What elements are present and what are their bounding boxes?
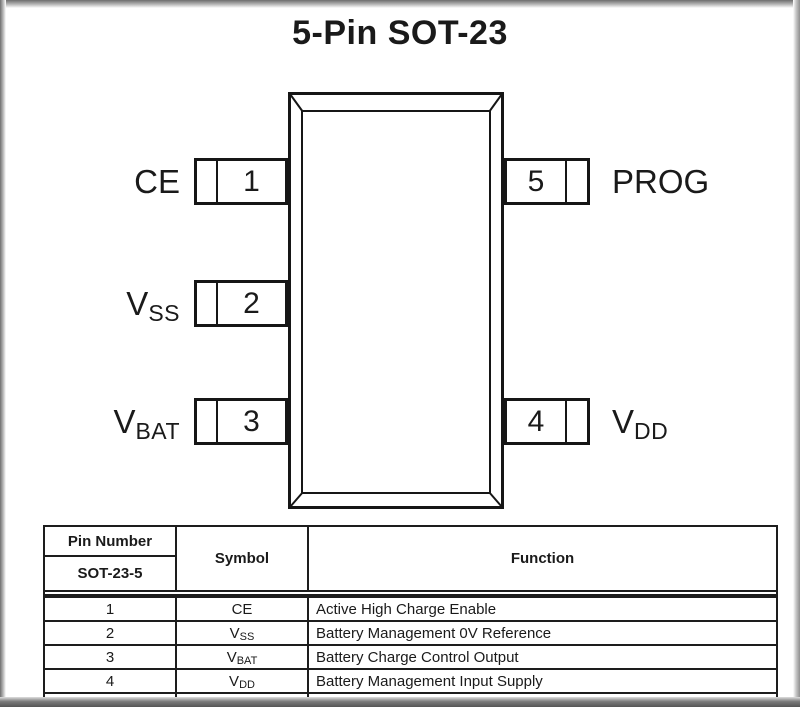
- pin-label-vss: [30, 280, 180, 327]
- header-symbol: Symbol: [175, 527, 307, 590]
- pin-lead-divider: [565, 400, 567, 443]
- pin-1: [194, 158, 288, 205]
- header-function: Function: [307, 527, 776, 590]
- pin-label-vbat: [30, 398, 180, 445]
- symbol-text: V: [226, 648, 237, 666]
- symbol-text: V: [229, 624, 240, 642]
- symbol-cell: [175, 598, 307, 620]
- pin-cell: 3: [105, 648, 115, 666]
- table-row-cutoff: [45, 692, 776, 700]
- pin-label-text: V: [126, 284, 149, 322]
- pin-4-number: 4: [527, 404, 545, 438]
- table-row: [45, 644, 776, 668]
- pin-1-number: 1: [243, 164, 260, 198]
- pin-label-vdd: [612, 398, 782, 445]
- table-header: [45, 527, 776, 590]
- pin-label-text: V: [612, 402, 635, 440]
- symbol-text: CE: [231, 600, 253, 618]
- pin-label-subscript: DD: [634, 418, 669, 444]
- page-title: 5-Pin SOT-23: [292, 14, 508, 52]
- symbol-cell: [175, 646, 307, 668]
- header-pin-number: Pin Number: [45, 527, 175, 557]
- pin-3: [194, 398, 288, 445]
- pin-label-prog: [612, 158, 782, 205]
- symbol-cell: [175, 670, 307, 692]
- pin-5-number: 5: [527, 164, 545, 198]
- function-cell: Active High Charge Enable: [307, 598, 776, 620]
- pin-label-text: PROG: [612, 162, 710, 200]
- pin-cell: 1: [105, 600, 115, 618]
- pin-function-table: [43, 525, 778, 700]
- symbol-text: V: [229, 672, 240, 690]
- symbol-cell: [175, 622, 307, 644]
- function-cell: Battery Management Input Supply: [307, 670, 776, 692]
- table-row: [45, 668, 776, 692]
- pin-4: [504, 398, 590, 445]
- function-cell: Battery Management 0V Reference: [307, 622, 776, 644]
- pin-label-ce: [30, 158, 180, 205]
- symbol-subscript: DD: [239, 679, 255, 691]
- pin-2: [194, 280, 288, 327]
- symbol-subscript: BAT: [236, 655, 258, 667]
- pin-2-number: 2: [243, 286, 260, 320]
- table-row: [45, 620, 776, 644]
- pin-cell: 2: [105, 624, 115, 642]
- header-package-variant: SOT-23-5: [77, 565, 143, 582]
- pin-label-subscript: SS: [148, 300, 180, 326]
- pin-cell: 4: [105, 672, 115, 690]
- pin-label-text: V: [113, 402, 136, 440]
- symbol-subscript: SS: [239, 631, 255, 643]
- pin-3-number: 3: [243, 404, 260, 438]
- pin-label-subscript: BAT: [135, 418, 180, 444]
- pin-5: [504, 158, 590, 205]
- function-cell: Battery Charge Control Output: [307, 646, 776, 668]
- pin-lead-divider: [565, 160, 567, 203]
- pin-label-text: CE: [134, 162, 180, 200]
- table-row: [45, 596, 776, 620]
